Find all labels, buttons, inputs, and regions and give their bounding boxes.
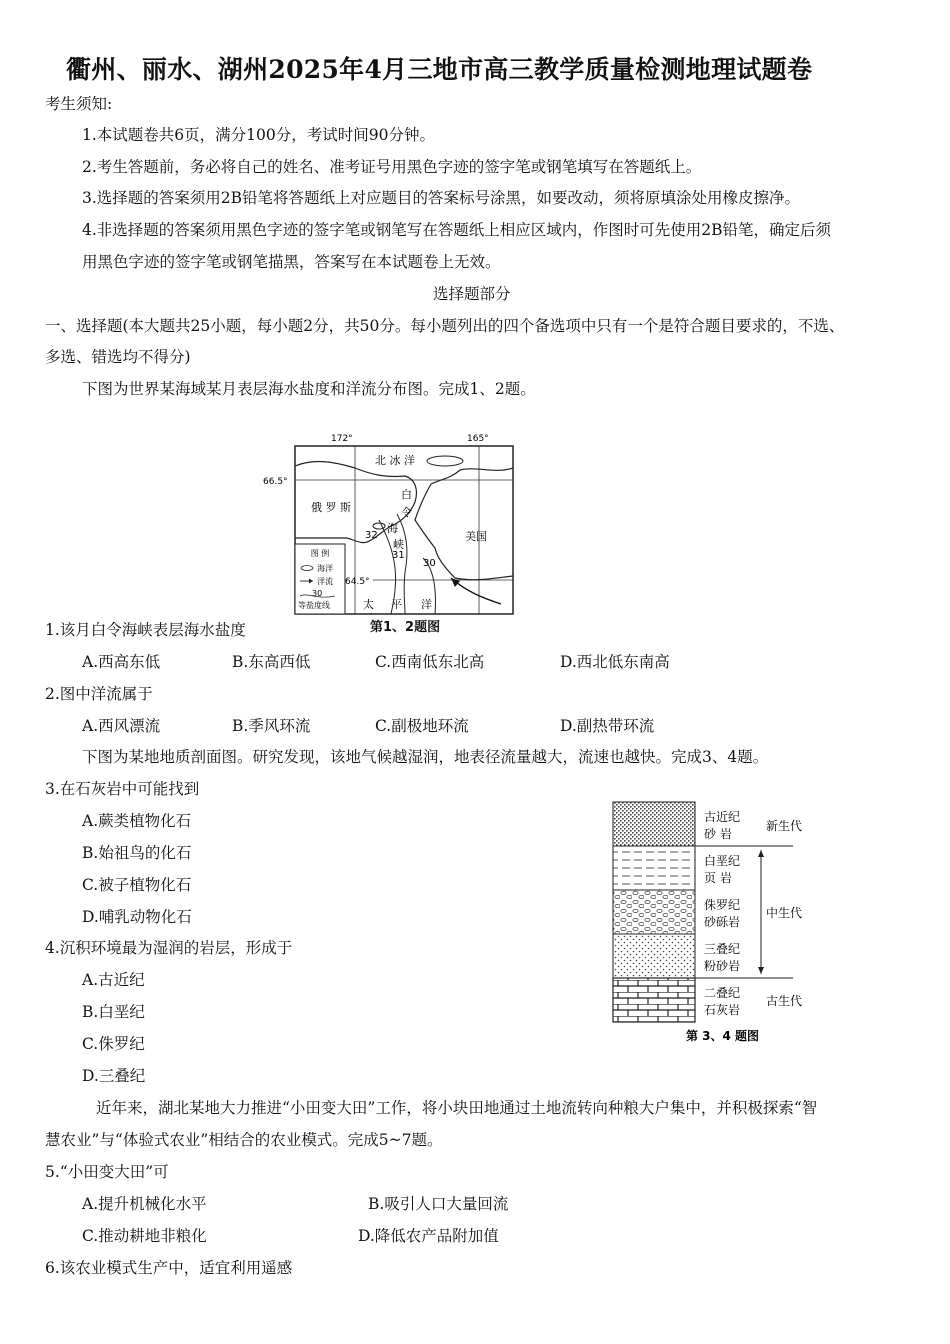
notice-item-3: 3.选择题的答案须用2B铅笔将答题纸上对应题目的答案标号涂黑，如要改动，须将原填涂处用橡皮擦净。 — [82, 189, 801, 207]
strata-caption: 第 3、4 题图 — [686, 1029, 760, 1043]
layer-jurassic-conglomerate — [613, 890, 695, 934]
page-title: 衢州、丽水、湖州2025年4月三地市高三教学质量检测地理试题卷 — [66, 55, 813, 84]
salinity-current-map — [255, 428, 525, 638]
intro-q5-7-line-1: 近年来，湖北某地大力推进“小田变大田”工作，将小块田地通过土地流转向种粮大户集中，并积极探索“智 — [96, 1099, 818, 1117]
strait-char-4: 峡 — [393, 538, 404, 551]
q5-option-b: B.吸引人口大量回流 — [368, 1195, 509, 1213]
strait-char-3: 海 — [387, 522, 398, 535]
intro-q5-7-line-2: 慧农业”与“体验式农业”相结合的农业模式。完成5~7题。 — [45, 1131, 443, 1149]
geologic-section-figure — [608, 800, 830, 1046]
q1-option-c: C.西南低东北高 — [375, 653, 485, 671]
layer-5-period: 二叠纪 — [704, 986, 741, 1000]
era-mesozoic-label: 中生代 — [766, 906, 803, 920]
q1-stem: 1.该月白令海峡表层海水盐度 — [45, 621, 246, 639]
legend-sea: 海洋 — [317, 564, 333, 573]
layer-1-rock: 砂 岩 — [704, 827, 732, 841]
section-title: 选择题部分 — [433, 285, 511, 303]
arctic-ocean-label: 北 冰 洋 — [375, 454, 415, 467]
layer-3-period: 侏罗纪 — [704, 898, 741, 912]
q4-option-d: D.三叠纪 — [82, 1067, 146, 1085]
notice-item-1: 1.本试题卷共6页，满分100分，考试时间90分钟。 — [82, 126, 435, 144]
section-intro-line-1: 一、选择题(本大题共25小题，每小题2分，共50分。每小题列出的四个备选项中只有一个是符合题目要求的，不选、 — [45, 317, 845, 335]
lat-66-5-label: 66.5° — [263, 477, 288, 487]
q2-stem: 2.图中洋流属于 — [45, 685, 153, 703]
legend-current: 洋流 — [317, 577, 333, 586]
q2-option-c: C.副极地环流 — [375, 717, 469, 735]
legend-iso-value: 30 — [312, 589, 323, 598]
layer-3-rock: 砂砾岩 — [704, 915, 741, 929]
q4-option-c: C.侏罗纪 — [82, 1035, 145, 1053]
q2-option-a: A.西风漂流 — [82, 717, 161, 735]
legend-isohaline: 等盐度线 — [298, 601, 330, 610]
era-cenozoic-label: 新生代 — [766, 819, 803, 833]
isohaline-31-label: 31 — [392, 550, 405, 561]
q1-option-d: D.西北低东南高 — [560, 653, 670, 671]
notice-heading: 考生须知: — [45, 95, 113, 113]
layer-cretaceous-shale — [613, 846, 695, 890]
q2-option-b: B.季风环流 — [232, 717, 311, 735]
map-caption: 第1、2题图 — [370, 620, 441, 635]
layer-permian-limestone — [613, 978, 695, 1022]
q1-option-a: A.西高东低 — [82, 653, 161, 671]
layer-1-period: 古近纪 — [704, 810, 741, 824]
era-arrow-down-icon — [758, 967, 764, 974]
q1-option-b: B.东高西低 — [232, 653, 311, 671]
era-arrow-up-icon — [758, 850, 764, 857]
layer-5-rock: 石灰岩 — [704, 1003, 741, 1017]
era-paleozoic-label: 古生代 — [766, 994, 803, 1008]
q3-option-d: D.哺乳动物化石 — [82, 908, 192, 926]
notice-item-2: 2.考生答题前，务必将自己的姓名、准考证号用黑色字迹的签字笔或钢笔填写在答题纸上。 — [82, 158, 702, 176]
layer-2-period: 白垩纪 — [704, 854, 741, 868]
intro-q1-2: 下图为世界某海域某月表层海水盐度和洋流分布图。完成1、2题。 — [82, 380, 536, 398]
strait-char-1: 白 — [401, 488, 412, 501]
q4-option-a: A.古近纪 — [82, 971, 145, 989]
lon-165-label: 165° — [467, 434, 489, 444]
isohaline-32-label: 32 — [365, 530, 378, 541]
q4-stem: 4.沉积环境最为湿润的岩层，形成于 — [45, 939, 293, 957]
intro-q3-4: 下图为某地地质剖面图。研究发现，该地气候越湿润，地表径流量越大，流速也越快。完成3、4题。 — [82, 748, 769, 766]
pacific-char-2: 平 — [391, 598, 402, 611]
pacific-char-1: 太 — [363, 598, 374, 611]
layer-4-period: 三叠纪 — [704, 942, 741, 956]
layer-4-rock: 粉砂岩 — [704, 959, 741, 973]
usa-label: 美国 — [465, 530, 487, 543]
q3-option-c: C.被子植物化石 — [82, 876, 192, 894]
legend-title: 图 例 — [310, 549, 330, 558]
q6-stem: 6.该农业模式生产中，适宜利用遥感 — [45, 1259, 293, 1277]
q5-option-d: D.降低农产品附加值 — [358, 1227, 499, 1245]
layer-triassic-siltstone — [613, 934, 695, 978]
q2-option-d: D.副热带环流 — [560, 717, 655, 735]
layer-paleogene-sandstone — [613, 802, 695, 846]
strait-char-2: 令 — [401, 506, 412, 519]
lon-172-label: 172° — [331, 434, 353, 444]
section-intro-line-2: 多选、错选均不得分) — [45, 348, 191, 366]
notice-item-4-cont: 用黑色字迹的签字笔或钢笔描黑，答案写在本试题卷上无效。 — [82, 253, 501, 271]
q5-stem: 5.“小田变大田”可 — [45, 1163, 169, 1181]
layer-2-rock: 页 岩 — [704, 871, 732, 885]
russia-label: 俄 罗 斯 — [311, 501, 351, 514]
isohaline-30-label: 30 — [423, 558, 436, 569]
lat-64-5-label: 64.5° — [345, 577, 370, 587]
q4-option-b: B.白垩纪 — [82, 1003, 145, 1021]
q3-option-b: B.始祖鸟的化石 — [82, 844, 192, 862]
q5-option-c: C.推动耕地非粮化 — [82, 1227, 207, 1245]
pacific-char-3: 洋 — [421, 598, 432, 611]
q3-stem: 3.在石灰岩中可能找到 — [45, 780, 200, 798]
q3-option-a: A.蕨类植物化石 — [82, 812, 192, 830]
q5-option-a: A.提升机械化水平 — [82, 1195, 207, 1213]
notice-item-4: 4.非选择题的答案须用黑色字迹的签字笔或钢笔写在答题纸上相应区域内，作图时可先使用2B铅笔，确定后须 — [82, 221, 832, 239]
